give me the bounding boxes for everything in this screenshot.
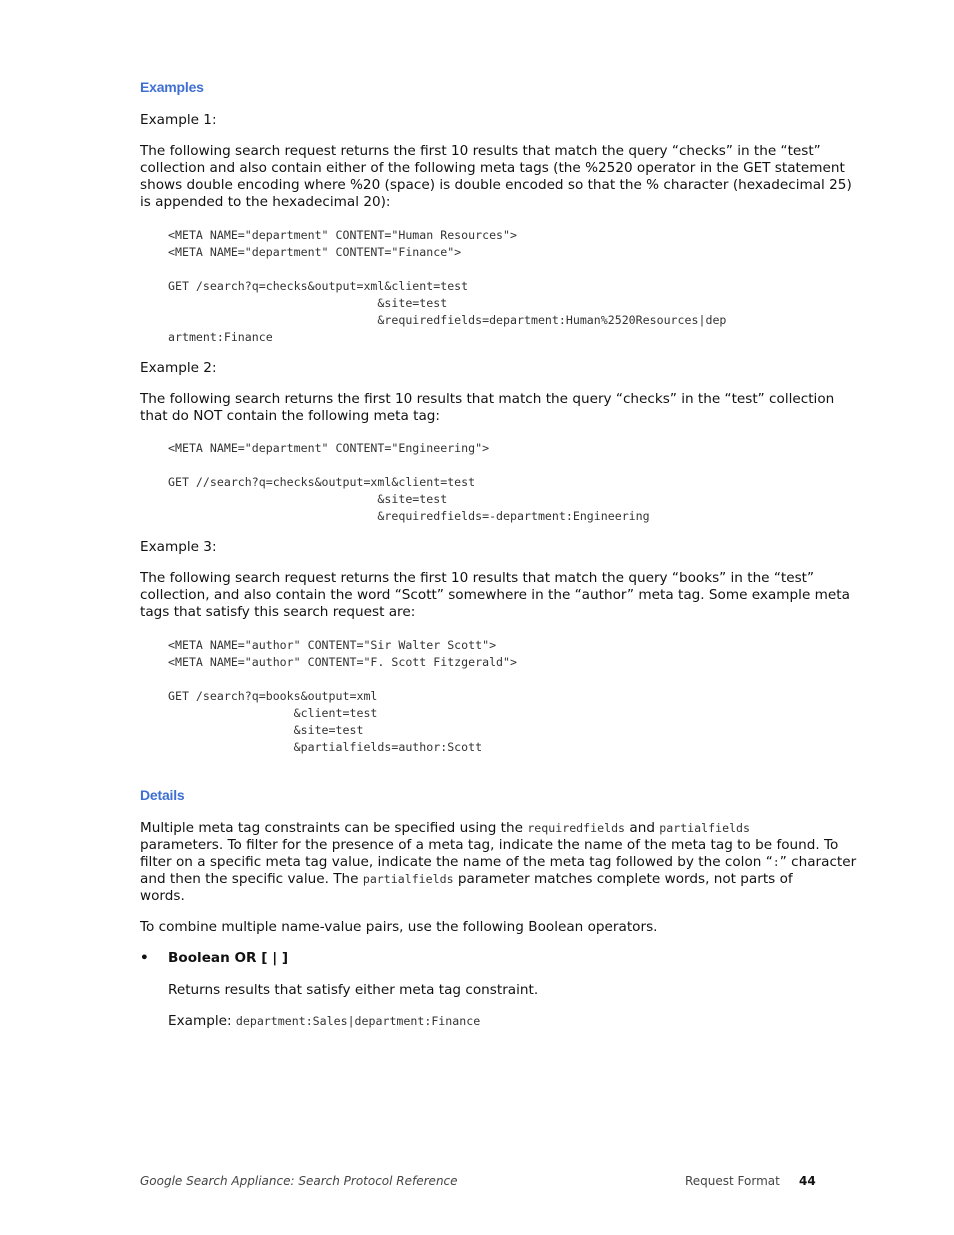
bullet: •: [140, 950, 149, 966]
boolean-or-title: Boolean OR [ | ]: [168, 950, 289, 966]
example2-code-block: <META NAME="department" CONTENT="Engineering"> GET //search?q=checks&output=xml&client=test &site=test &requiredfields=-department:Engineering: [168, 441, 650, 523]
inline-code: requiredfields: [527, 821, 626, 835]
example1-desc-line: collection and also contain either of the following meta tags (the %2520 operator in the GET statement: [140, 160, 845, 176]
example3-desc-line: tags that satisfy this search request are:: [140, 604, 416, 620]
inline-code: :: [772, 855, 780, 869]
example1-desc-line: The following search request returns the first 10 results that match the query “checks” in the “test”: [140, 143, 821, 159]
example3-desc-line: collection, and also contain the word “Scott” somewhere in the “author” meta tag. Some example meta: [140, 587, 850, 603]
example2-desc-line: The following search returns the first 10 results that match the query “checks” in the “test” collection: [140, 391, 835, 407]
inline-code: partialfields: [659, 821, 751, 835]
inline-code: partialfields: [362, 872, 454, 886]
example2-label: Example 2:: [140, 360, 217, 376]
details-text: Multiple meta tag constraints can be specified using the: [140, 820, 528, 836]
example3-desc-line: The following search request returns the first 10 results that match the query “books” in the “test”: [140, 570, 815, 586]
example1-desc-line: shows double encoding where %20 (space) is double encoded so that the % character (hexadecimal 25): [140, 177, 852, 193]
example3-label: Example 3:: [140, 539, 217, 555]
details-line: words.: [140, 888, 185, 904]
details-text: filter on a specific meta tag value, indicate the name of the meta tag followed by the colon “: [140, 854, 773, 870]
combine-text: To combine multiple name-value pairs, use the following Boolean operators.: [140, 919, 658, 935]
details-text: and: [625, 820, 660, 836]
example1-label: Example 1:: [140, 112, 217, 128]
boolean-or-desc: Returns results that satisfy either meta tag constraint.: [168, 982, 539, 998]
details-heading: Details: [140, 787, 185, 803]
examples-heading: Examples: [140, 79, 204, 95]
example-label: Example:: [168, 1013, 236, 1029]
boolean-or-example: [168, 1013, 480, 1030]
example1-code-block: <META NAME="department" CONTENT="Human Resources"> <META NAME="department" CONTENT="Finance"> GET /search?q=checks&output=xml&client=test &site=test &requiredfields=department:Human%2520Resources|dep artment:Finance: [168, 228, 727, 344]
details-line: [140, 854, 856, 871]
details-text: ” character: [779, 854, 857, 870]
details-line: [140, 871, 793, 888]
example3-code-block: <META NAME="author" CONTENT="Sir Walter Scott"> <META NAME="author" CONTENT="F. Scott Fitzgerald"> GET /search?q=books&output=xml &client=test &site=test &partialfields=author:Scott: [168, 638, 518, 754]
details-text: and then the specific value. The: [140, 871, 363, 887]
example1-desc-line: is appended to the hexadecimal 20):: [140, 194, 391, 210]
details-line: [140, 820, 750, 837]
details-text: parameter matches complete words, not parts of: [453, 871, 793, 887]
page-number: 44: [799, 1174, 816, 1188]
footer-section: Request Format: [685, 1174, 780, 1188]
example2-desc-line: that do NOT contain the following meta tag:: [140, 408, 440, 424]
inline-code: department:Sales|department:Finance: [235, 1014, 481, 1028]
footer-doc-title: Google Search Appliance: Search Protocol Reference: [140, 1174, 458, 1188]
details-line: parameters. To filter for the presence of a meta tag, indicate the name of the meta tag to be found. To: [140, 837, 839, 853]
